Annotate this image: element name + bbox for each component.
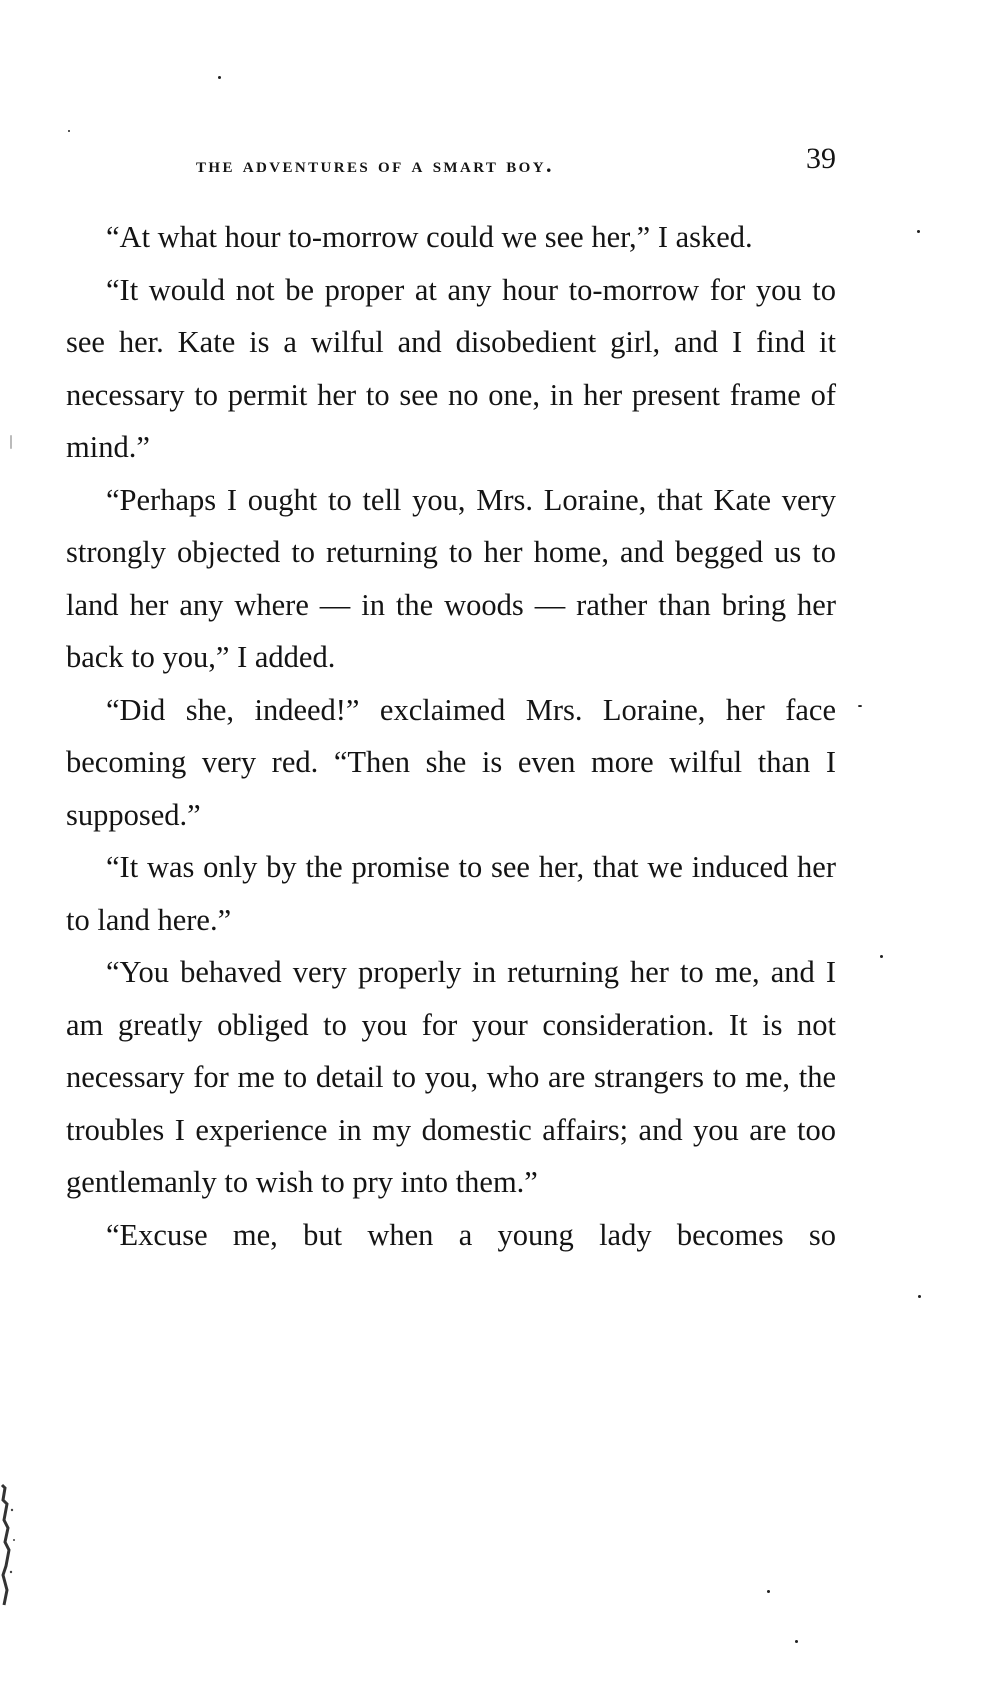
scan-speck xyxy=(218,76,221,79)
paragraph: “Perhaps I ought to tell you, Mrs. Loraine, that Kate very strongly objected to returning to her home, and begged us to land her any where — in the woods — rather than bring her back to you,” I added. xyxy=(66,482,836,674)
scan-speck xyxy=(68,130,70,132)
paragraph: “Excuse me, but when a young lady becomes so xyxy=(106,1217,836,1252)
paragraph: “Did she, indeed!” exclaimed Mrs. Loraine, her face becoming very red. “Then she is even more wilful than I supposed.” xyxy=(66,692,836,832)
scan-speck xyxy=(795,1640,798,1643)
paragraph: “It was only by the promise to see her, that we induced her to land here.” xyxy=(66,850,836,937)
paragraph: “It would not be proper at any hour to-morrow for you to see her. Kate is a wilful and disobedient girl, and I find it necessary to permit her to see no one, in her present frame of mind.” xyxy=(66,272,836,464)
scan-speck xyxy=(767,1590,770,1593)
scan-speck xyxy=(917,230,920,233)
scan-speck xyxy=(858,705,862,707)
scan-speck xyxy=(10,435,12,449)
running-title: the adventures of a smart boy. xyxy=(196,152,554,177)
running-head xyxy=(66,140,836,180)
scan-speck xyxy=(918,1295,921,1298)
body-text xyxy=(66,211,836,1261)
paragraph: “You behaved very properly in returning her to me, and I am greatly obliged to you for your consideration. It is not necessary for me to detail to you, who are strangers to me, the troubles I experience in my domestic affairs; and you are too gentlemanly to wish to pry into them.” xyxy=(66,955,836,1199)
scan-edge-mark xyxy=(0,1480,22,1610)
scan-speck xyxy=(880,955,883,958)
paragraph: “At what hour to-morrow could we see her,” I asked. xyxy=(106,220,753,254)
page-number: 39 xyxy=(806,142,836,175)
